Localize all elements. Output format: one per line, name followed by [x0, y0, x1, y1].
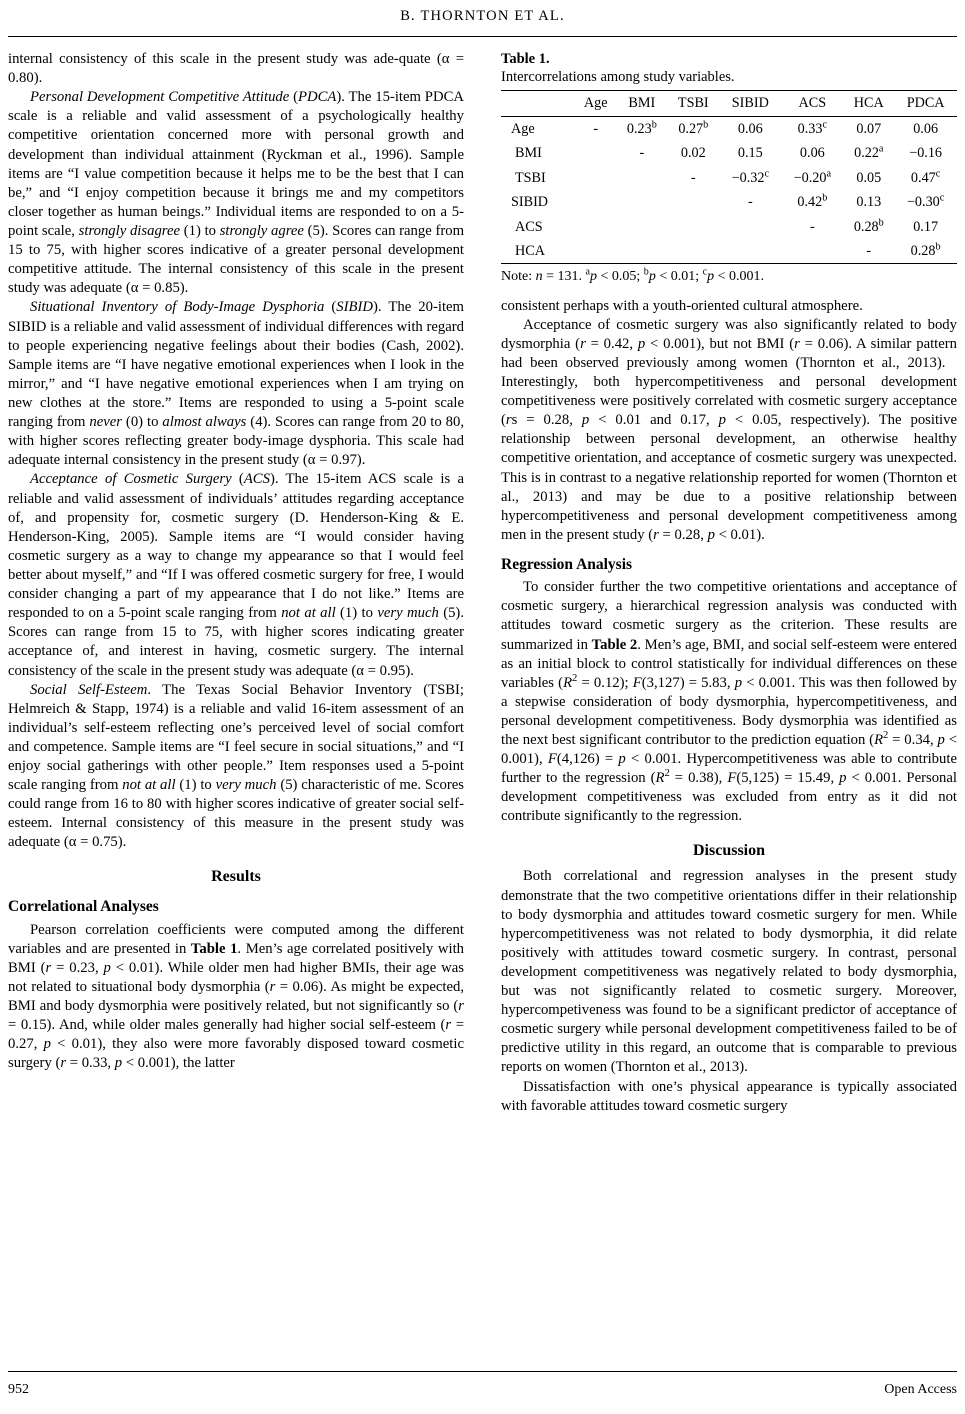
col-header-hca: HCA	[843, 91, 894, 116]
cell: 0.06	[913, 120, 939, 137]
cell: 0.02	[680, 145, 706, 162]
section-heading-discussion: Discussion	[692, 841, 766, 859]
paragraph: Acceptance of cosmetic surgery was also significantly related to body dysmorphia (r = 0.42, p < 0.001), but not BMI (r = 0.06). A similar pattern had been observed previously among women (Thornton et al., 2013). Interestingly, both hypercompetitiveness and personal development competitiveness were positively correlated with cosmetic surgery acceptance (rs = 0.28, p < 0.01 and 0.17, p < 0.05, respectively). The positive relationship between personal development, an otherwise healthy competitive orientation, and acceptance of cosmetic surgery was unexpected. This is in contrast to a negative relationship reported for women (Thornton et al., 2013) and may be due to a positive relationship between hypercompetitiveness and personal development competitiveness among men in the present study (r = 0.28, p < 0.01).	[501, 316, 958, 543]
col-header-bmi: BMI	[616, 91, 667, 116]
paragraph: Situational Inventory of Body-Image Dysphoria (SIBID). The 20-item SIBID is a reliable and valid assessment of individual differences with regard to people experiencing negative feelings about their bodies (Cash, 2002). Sample items are “I have negative emotional experiences when I look in the mirror,” and “I have negative emotional experiences when I am trying on new clothes at the store.” Items are responded to using a 5-point scale ranging from never (0) to almost always (4). Scores can range from 20 to 80, with higher scores reflecting greater body-image dysphoria. This scale had adequate internal consistency in the present study (α = 0.97).	[8, 299, 464, 469]
cell: 0.22$^a$	[854, 143, 884, 162]
cell: -	[809, 218, 815, 235]
table-number: Table 1.	[501, 51, 550, 67]
paragraph: Social Self-Esteem. The Texas Social Behavior Inventory (TSBI; Helmreich & Stapp, 1974) is a reliable and valid 16-item assessment of an individual’s self-esteem reflecting one’s perceived level of social comfort and competence. Sample items are “I feel secure in social situations,” and “I enjoy social gatherings with other people.” Item responses used a 5-point scale ranging from not at all (1) to very much (5) characteristic of me. Scores could range from 16 to 80 with higher scores indicative of greater social self-esteem. Internal consistency of this measure in the present study was adequate (α = 0.75).	[8, 681, 465, 851]
cell	[616, 166, 667, 190]
table-row	[501, 215, 957, 239]
cell	[575, 166, 616, 190]
left-column	[8, 50, 464, 1073]
cell: 0.28$^b$	[894, 239, 957, 264]
paragraph: To consider further the two competitive orientations and acceptance of cosmetic surgery, a hierarchical regression analysis was conducted with attitudes toward cosmetic surgery as the criterion. These results are summarized in Table 2. Men’s age, BMI, and social self-esteem were entered as an initial block to control statistically for individual differences on these variables $(R^2 = 0.12)$; F(3,127) = 5.83, p < 0.001. This was then followed by a stepwise consideration of body dysmorphia, hypercompetitiveness, and personal development competitiveness. Body dysmorphia was identified as the next best significant contributor to the prediction equation ($R^2 = 0.34$, p < 0.001), F(4,126) = p < 0.001. Hypercompetitiveness was able to contribute further to the regression $(R^2 = 0.38)$, F(5,125) = 15.49, p < 0.001. Personal development competitiveness was excluded from entry as it did not contribute significantly to the regression.	[501, 579, 957, 825]
table-note: Note: n = 131. $^a$p < 0.05; $^b$p < 0.01; $^c$p < 0.001.	[501, 266, 765, 285]
table-row	[501, 239, 957, 264]
cell	[575, 190, 616, 214]
page-footer	[8, 1382, 957, 1398]
cell	[667, 215, 719, 239]
cell: -	[747, 194, 753, 211]
footer-rule	[8, 1371, 957, 1372]
paragraph: Pearson correlation coefficients were computed among the different variables and are presented in Table 1. Men’s age correlated positively with BMI (r = 0.23, p < 0.01). While older men had higher BMIs, their age was not related to situational body dysmorphia (r = 0.06). As might be expected, BMI and body dysmorphia were positively related, but not significantly so (r = 0.15). And, while older males generally had higher social self-esteem (r = 0.27, p < 0.01), they also were more favorably disposed toward cosmetic surgery (r = 0.33, p < 0.001), the latter	[8, 921, 465, 1072]
cell: −0.16	[909, 145, 943, 162]
cell: 0.06	[799, 145, 825, 162]
row-label: ACS	[515, 218, 543, 235]
table-caption	[501, 50, 957, 86]
cell	[667, 239, 719, 264]
col-header-pdca: PDCA	[894, 91, 957, 116]
row-label: BMI	[515, 145, 542, 162]
paragraph: Dissatisfaction with one’s physical appearance is typically associated with favorable attitudes toward cosmetic surgery	[501, 1078, 957, 1114]
cell	[616, 215, 667, 239]
col-header-sibid: SIBID	[719, 91, 781, 116]
two-column-body	[8, 50, 957, 1350]
cell: -	[593, 120, 599, 137]
paragraph: Both correlational and regression analyses in the present study demonstrate that the two competitive orientations differ in their relationship to body dysmorphia and attitudes toward cosmetic surgery for men. While hypercompetitiveness was not related to body dysmorphia, it did relate positively with attitudes toward cosmetic surgery. In contrast, personal development competitiveness was negatively related to body dysmorphia, but was not significantly related to cosmetic surgery. Moreover, hypercompetiveness was found to be a significant predictor of acceptance of cosmetic surgery while personal development competitiveness failed to be of predictive utility in this regard, an outcome that is comparable to previous reports on women (Thornton et al., 2013).	[501, 868, 957, 1076]
cell: 0.33$^c$	[797, 118, 828, 137]
paragraph: Personal Development Competitive Attitude (PDCA). The 15-item PDCA scale is a reliable and valid assessment of a psychologically healthy competitive orientation concerned more with personal growth and development than individual attainment (Ryckman et al., 1996). Sample items are “I value competition because it helps me to be the best that I can be,” and “I enjoy competition because it brings me and my competitors closer together as human beings.” Individual items are responded to on a 5-point scale, strongly disagree (1) to strongly agree (5). Scores can range from 15 to 75, with higher scores indicative of a greater personal development competitive attitude. The internal consistency of this scale in the present study was adequate (α = 0.85).	[8, 89, 465, 297]
col-header-age: Age	[575, 91, 616, 116]
cell: −0.20$^a$	[793, 167, 832, 186]
cell: 0.23$^b$	[626, 118, 657, 137]
cell: −0.30$^c$	[906, 192, 945, 211]
cell	[781, 239, 843, 264]
cell: −0.32$^c$	[731, 167, 770, 186]
cell: 0.05	[856, 169, 882, 186]
col-header-acs: ACS	[781, 91, 843, 116]
header-rule	[8, 36, 957, 37]
table-row	[501, 141, 957, 165]
row-label: Age	[511, 120, 535, 137]
cell: 0.17	[913, 218, 939, 235]
col-header-blank	[501, 91, 575, 116]
cell: 0.47$^c$	[910, 167, 941, 186]
cell	[575, 215, 616, 239]
cell	[616, 190, 667, 214]
table-row	[501, 190, 957, 214]
row-label: SIBID	[511, 194, 549, 211]
section-heading-results: Results	[211, 867, 261, 885]
cell: 0.27$^b$	[678, 118, 709, 137]
cell	[575, 239, 616, 264]
cell: 0.06	[737, 120, 763, 137]
table-row	[501, 166, 957, 190]
cell: 0.28$^b$	[853, 216, 884, 235]
page-number: 952	[8, 1382, 29, 1397]
cell: -	[639, 145, 645, 162]
table-row	[501, 116, 957, 141]
table-title: Intercorrelations among study variables.	[501, 69, 735, 86]
paragraph: Acceptance of Cosmetic Surgery (ACS). The 15-item ACS scale is a reliable and valid assessment of individuals’ attitudes regarding acceptance of, and propensity for, cosmetic surgery (D. Henderson-King & E. Henderson-King, 2005). Sample items are “I would consider having cosmetic surgery as a way to change my appearance so that I would feel better about myself,” and “If I was offered cosmetic surgery for free, I would consider changing a part of my appearance that I do not like.” Items are responded to on a 5-point scale ranging from not at all (1) to very much (5). Scores can range from 15 to 75, with higher scores indicating greater acceptance of, and interest in having, cosmetic surgery. The internal consistency of the scale in the present study was adequate (α = 0.95).	[8, 471, 464, 679]
table-header-row	[501, 91, 957, 116]
cell: 0.42$^b$	[797, 192, 828, 211]
right-column	[501, 50, 957, 1116]
col-header-tsbi: TSBI	[667, 91, 719, 116]
cell: 0.15	[737, 145, 763, 162]
open-access-label: Open Access	[884, 1382, 957, 1397]
cell: 0.07	[856, 120, 882, 137]
cell	[667, 190, 719, 214]
running-head: B. THORNTON ET AL.	[400, 8, 565, 24]
cell: -	[690, 169, 696, 186]
table-1	[501, 50, 957, 287]
cell	[719, 215, 781, 239]
cell	[575, 141, 616, 165]
row-label: HCA	[501, 239, 575, 264]
cell	[719, 239, 781, 264]
paragraph: internal consistency of this scale in the present study was ade-quate (α = 0.80).	[8, 51, 464, 87]
paragraph: consistent perhaps with a youth-oriented cultural atmosphere.	[501, 297, 863, 314]
subsection-heading-regression-analysis: Regression Analysis	[501, 556, 633, 574]
subsection-heading-correlational-analyses: Correlational Analyses	[8, 898, 159, 916]
intercorrelations-table	[501, 90, 957, 264]
cell: -	[843, 239, 894, 264]
cell	[616, 239, 667, 264]
row-label: TSBI	[515, 169, 546, 186]
cell: 0.13	[856, 194, 882, 211]
